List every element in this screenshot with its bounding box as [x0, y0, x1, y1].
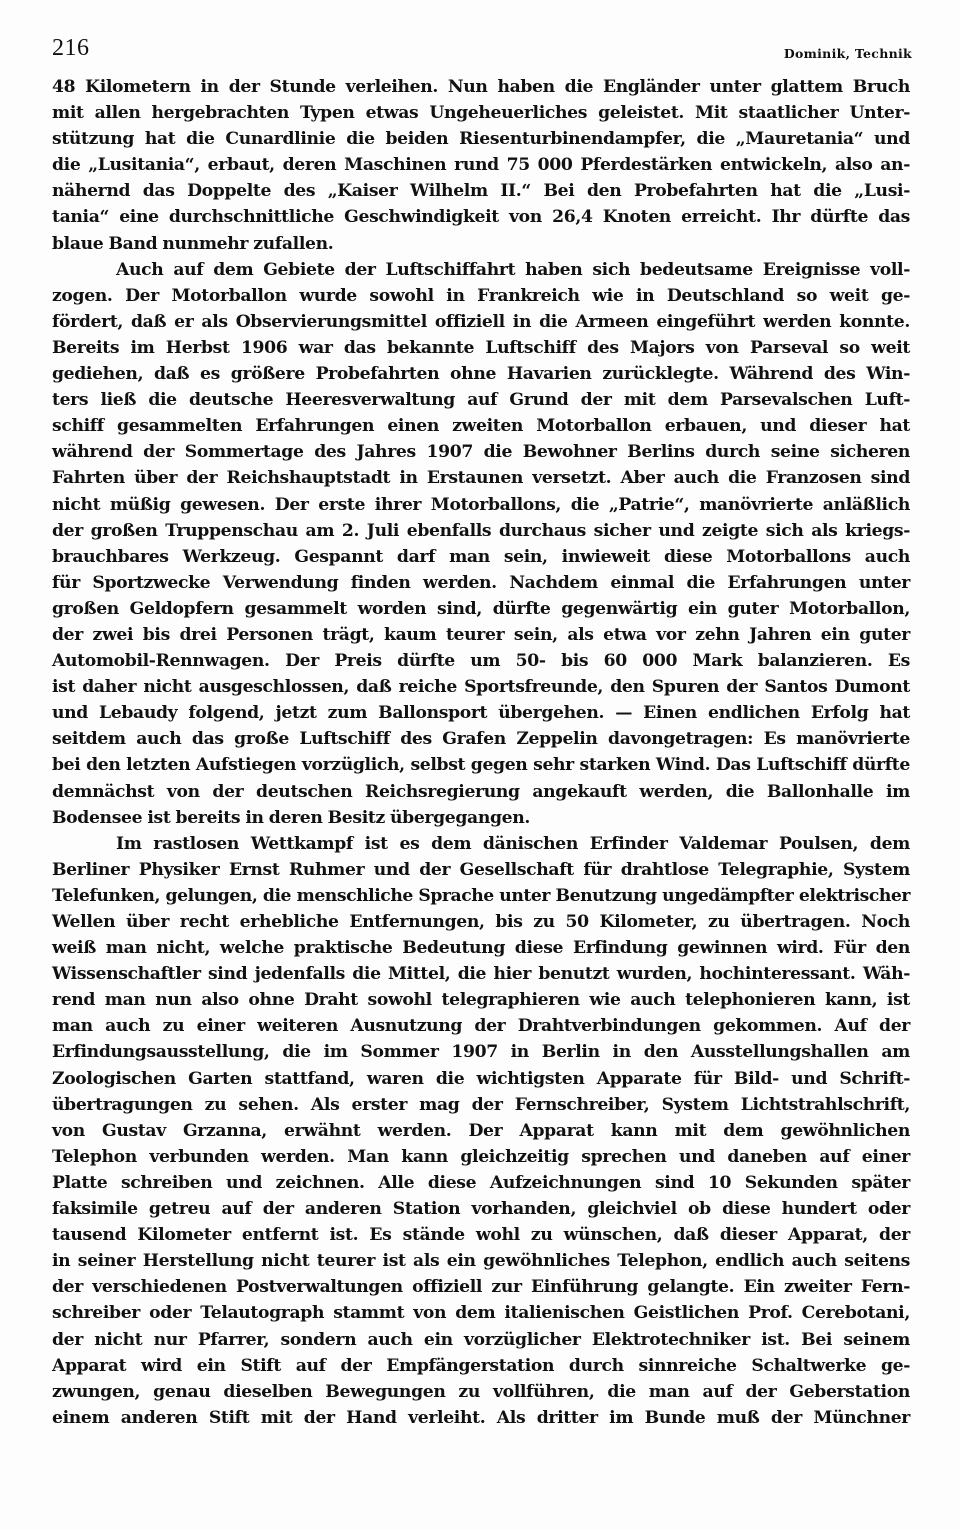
- text-line: nicht müßig gewesen. Der erste ihrer Motorballons, die „Patrie“, manövrierte anläßlich: [52, 494, 910, 515]
- text-line: Telephon verbunden werden. Man kann gleichzeitig sprechen und daneben auf einer: [52, 1146, 910, 1167]
- page-number: 216: [52, 35, 90, 61]
- text-line: faksimile getreu auf der anderen Station vorhanden, gleichviel ob diese hundert oder: [52, 1199, 910, 1220]
- text-line: stützung hat die Cunardlinie die beiden Riesenturbinendampfer, die „Mauretania“ und: [52, 129, 910, 150]
- text-line: seitdem auch das große Luftschiff des Grafen Zeppelin davongetragen: Es manövrierte: [52, 729, 910, 750]
- text-line: nähernd das Doppelte des „Kaiser Wilhelm II.“ Bei den Probefahrten hat die „Lusi-: [52, 181, 910, 202]
- text-line: zwungen, genau dieselben Bewegungen zu vollführen, die man auf der Geberstation: [52, 1381, 910, 1402]
- text-line: schreiber oder Telautograph stammt von dem italienischen Geistlichen Prof. Cerebotani,: [52, 1303, 910, 1324]
- text-line: tausend Kilometer entfernt ist. Es stände wohl zu wünschen, daß dieser Apparat, der: [52, 1225, 910, 1246]
- text-line: Erfindungsausstellung, die im Sommer 1907 in Berlin in den Ausstellungshallen am: [52, 1042, 910, 1063]
- text-line: der nicht nur Pfarrer, sondern auch ein vorzüglicher Elektrotechniker ist. Bei seinem: [52, 1329, 910, 1350]
- text-line: blaue Band nunmehr zufallen.: [52, 233, 334, 254]
- text-line: demnächst von der deutschen Reichsregierung angekauft werden, die Ballonhalle im: [52, 781, 910, 802]
- text-line: Apparat wird ein Stift auf der Empfängerstation durch sinnreiche Schaltwerke ge-: [52, 1355, 910, 1376]
- text-line: 48 Kilometern in der Stunde verleihen. Nun haben die Engländer unter glattem Bruch: [52, 77, 910, 97]
- body-text: [52, 74, 910, 1431]
- text-line: Telefunken, gelungen, die menschliche Sprache unter Benutzung ungedämpfter elektrischer: [52, 885, 910, 906]
- text-line: Automobil-Rennwagen. Der Preis dürfte um 50- bis 60 000 Mark balanzieren. Es: [52, 651, 910, 672]
- text-line: der verschiedenen Postverwaltungen offiziell zur Einführung gelangte. Ein zweiter Fern-: [52, 1277, 910, 1298]
- text-line: der großen Truppenschau am 2. Juli ebenfalls durchaus sicher und zeigte sich als kriegs-: [52, 520, 910, 541]
- text-line: man auch zu einer weiteren Ausnutzung der Drahtverbindungen gekommen. Auf der: [52, 1016, 910, 1037]
- text-line: großen Geldopfern gesammelt worden sind, dürfte gegenwärtig ein guter Motorballon,: [52, 598, 910, 619]
- paragraph-1: [52, 74, 910, 257]
- page-header: [52, 34, 912, 64]
- text-line: übertragungen zu sehen. Als erster mag der Fernschreiber, System Lichtstrahlschrift,: [52, 1094, 910, 1115]
- text-line: Bereits im Herbst 1906 war das bekannte Luftschiff des Majors von Parseval so weit: [52, 337, 910, 358]
- text-line: mit allen hergebrachten Typen etwas Ungeheuerliches geleistet. Mit staatlicher Unter-: [52, 103, 910, 124]
- text-line: Wissenschaftler sind jedenfalls die Mittel, die hier benutzt wurden, hochinteressant. Wäh-: [52, 964, 910, 985]
- text-line: der zwei bis drei Personen trägt, kaum teurer sein, als etwa vor zehn Jahren ein guter: [52, 624, 910, 645]
- text-line: von Gustav Grzanna, erwähnt werden. Der Apparat kann mit dem gewöhnlichen: [52, 1120, 910, 1141]
- text-line: ters ließ die deutsche Heeresverwaltung auf Grund der mit dem Parsevalschen Luft-: [52, 390, 910, 411]
- text-line: Zoologischen Garten stattfand, waren die wichtigsten Apparate für Bild- und Schrift-: [52, 1068, 910, 1089]
- text-line: für Sportzwecke Verwendung finden werden. Nachdem einmal die Erfahrungen unter: [52, 572, 910, 593]
- text-line: Platte schreiben und zeichnen. Alle diese Aufzeichnungen sind 10 Sekunden später: [52, 1172, 910, 1193]
- text-line: einem anderen Stift mit der Hand verleiht. Als dritter im Bunde muß der Münchner: [52, 1407, 910, 1428]
- text-line: rend man nun also ohne Draht sowohl telegraphieren wie auch telephonieren kann, ist: [52, 990, 910, 1011]
- text-line: ist daher nicht ausgeschlossen, daß reiche Sportsfreunde, den Spuren der Santos Dumont: [52, 677, 910, 698]
- text-line: während der Sommertage des Jahres 1907 die Bewohner Berlins durch seine sicheren: [52, 442, 910, 463]
- text-line: Auch auf dem Gebiete der Luftschiffahrt haben sich bedeutsame Ereignisse voll-: [116, 259, 910, 280]
- text-line: in seiner Herstellung nicht teurer ist als ein gewöhnliches Telephon, endlich auch seitens: [52, 1251, 910, 1272]
- paragraph-3: [52, 831, 910, 1431]
- running-head: Dominik, Technik: [783, 46, 912, 61]
- text-line: fördert, daß er als Observierungsmittel offiziell in die Armeen eingeführt werden konnte.: [52, 311, 910, 332]
- text-line: und Lebaudy folgend, jetzt zum Ballonsport übergehen. — Einen endlichen Erfolg hat: [52, 703, 910, 724]
- text-line: weiß man nicht, welche praktische Bedeutung diese Erfindung gewinnen wird. Für den: [52, 938, 910, 959]
- text-line: Wellen über recht erhebliche Entfernungen, bis zu 50 Kilometer, zu übertragen. Noch: [52, 912, 910, 932]
- text-line: Fahrten über der Reichshauptstadt in Erstaunen versetzt. Aber auch die Franzosen sind: [52, 468, 910, 489]
- text-line: Bodensee ist bereits in deren Besitz übergegangen.: [52, 807, 530, 828]
- text-line: zogen. Der Motorballon wurde sowohl in Frankreich wie in Deutschland so weit ge-: [52, 285, 910, 306]
- text-line: die „Lusitania“, erbaut, deren Maschinen rund 75 000 Pferdestärken entwickeln, also an-: [52, 155, 910, 176]
- text-line: gediehen, daß es größere Probefahrten ohne Havarien zurücklegte. Während des Win-: [52, 364, 910, 385]
- text-line: schiff gesammelten Erfahrungen einen zweiten Motorballon erbauen, und dieser hat: [52, 416, 910, 437]
- text-line: Im rastlosen Wettkampf ist es dem dänischen Erfinder Valdemar Poulsen, dem: [116, 833, 910, 854]
- text-line: brauchbares Werkzeug. Gespannt darf man sein, inwieweit diese Motorballons auch: [52, 546, 910, 567]
- text-line: tania“ eine durchschnittliche Geschwindigkeit von 26,4 Knoten erreicht. Ihr dürfte das: [52, 207, 910, 228]
- text-line: bei den letzten Aufstiegen vorzüglich, selbst gegen sehr starken Wind. Das Luftschiff dürfte: [52, 755, 910, 776]
- text-line: Berliner Physiker Ernst Ruhmer und der Gesellschaft für drahtlose Telegraphie, System: [52, 859, 910, 880]
- paragraph-2: [52, 257, 910, 831]
